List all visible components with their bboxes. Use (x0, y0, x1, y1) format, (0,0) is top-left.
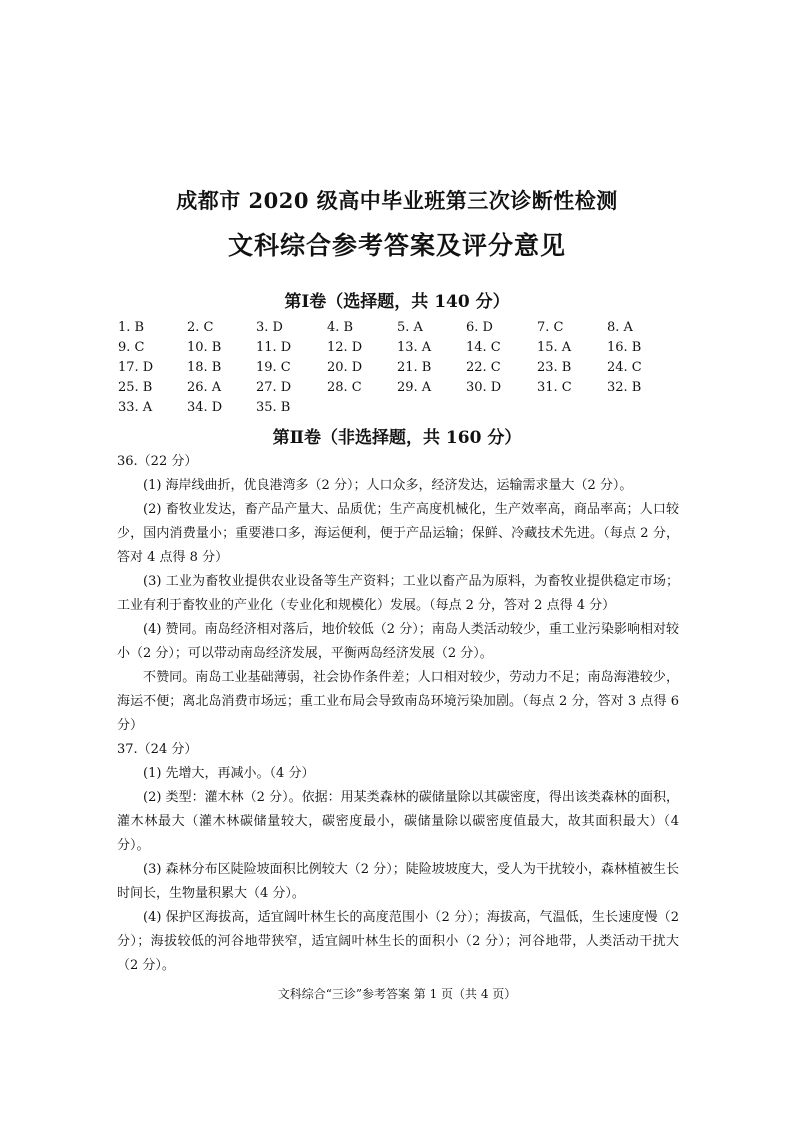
answer-cell: 26. A (187, 380, 222, 395)
answer-cell: 21. B (397, 360, 432, 375)
answer-cell: 10. B (187, 340, 222, 355)
question-number: 36.（22 分） (117, 454, 198, 469)
answer-cell: 35. B (256, 400, 291, 415)
answer-cell: 20. D (327, 360, 363, 375)
answer-paragraph: (1) 先增大，再减小。（4 分） (143, 766, 315, 781)
answer-cell: 25. B (118, 380, 153, 395)
answer-key-subtitle: 文科综合参考答案及评分意见 (227, 231, 566, 260)
question-number: 37.（24 分） (117, 742, 198, 757)
answer-cell: 34. D (187, 400, 223, 415)
part1-heading: 第Ⅰ卷（选择题，共 140 分） (284, 292, 510, 312)
answer-paragraph: (2) 类型：灌木林（2 分）。依据：用某类森林的碳储量除以其碳密度，得出该类森林的面积，灌木林最大（灌木林碳储量较大，碳密度最小，碳储量除以碳密度值最大，故其面积最大）（4 分）。 (117, 790, 679, 853)
answer-cell: 24. C (607, 360, 642, 375)
answer-paragraph: (1) 海岸线曲折，优良港湾多（2 分）；人口众多，经济发达，运输需求量大（2 分）。 (143, 478, 633, 493)
answer-cell: 27. D (256, 380, 292, 395)
answer-paragraph: 不赞同。南岛工业基础薄弱，社会协作条件差；人口相对较少，劳动力不足；南岛海港较少，海运不便；离北岛消费市场远；重工业布局会导致南岛环境污染加剧。（每点 2 分，答对 3 点得 6 分） (117, 670, 679, 733)
answer-row (118, 320, 708, 340)
answer-cell: 30. D (466, 380, 502, 395)
answer-cell: 1. B (118, 320, 145, 335)
answer-cell: 32. B (607, 380, 642, 395)
answer-cell: 17. D (118, 360, 154, 375)
answer-cell: 18. B (187, 360, 222, 375)
answer-row (118, 400, 708, 420)
answer-cell: 5. A (397, 320, 423, 335)
answer-cell: 23. B (537, 360, 572, 375)
answer-cell: 12. D (327, 340, 363, 355)
answer-cell: 28. C (327, 380, 362, 395)
answer-row (118, 340, 708, 360)
answer-cell: 14. C (466, 340, 501, 355)
answer-cell: 29. A (397, 380, 432, 395)
answer-cell: 19. C (256, 360, 291, 375)
answer-paragraph: (2) 畜牧业发达，畜产品产量大、品质优；生产高度机械化，生产效率高，商品率高；人口较少，国内消费量小；重要港口多，海运便利，便于产品运输；保鲜、冷藏技术先进。（每点 2 分，答对 4 点得 8 分） (117, 502, 679, 565)
exam-title: 成都市 2020 级高中毕业班第三次诊断性检测 (176, 188, 618, 213)
answer-cell: 16. B (607, 340, 642, 355)
answer-paragraph: (4) 赞同。南岛经济相对落后，地价较低（2 分）；南岛人类活动较少，重工业污染影响相对较小（2 分）；可以带动南岛经济发展，平衡两岛经济发展（2 分）。 (117, 622, 679, 661)
answer-cell: 8. A (607, 320, 633, 335)
answer-cell: 7. C (537, 320, 564, 335)
part2-heading: 第Ⅱ卷（非选择题，共 160 分） (272, 428, 522, 448)
part2-answers (117, 450, 679, 978)
answer-cell: 22. C (466, 360, 501, 375)
answer-cell: 11. D (256, 340, 292, 355)
answer-row (118, 380, 708, 400)
answer-cell: 2. C (187, 320, 214, 335)
answer-cell: 15. A (537, 340, 572, 355)
answer-paragraph: (3) 工业为畜牧业提供农业设备等生产资料；工业以畜产品为原料，为畜牧业提供稳定市场；工业有利于畜牧业的产业化（专业化和规模化）发展。（每点 2 分，答对 2 点得 4 分） (117, 574, 679, 613)
answer-cell: 4. B (327, 320, 354, 335)
answer-cell: 3. D (256, 320, 283, 335)
answer-cell: 6. D (466, 320, 493, 335)
page-footer: 文科综合“三诊”参考答案 第 1 页（共 4 页） (277, 987, 517, 1001)
answer-row (118, 360, 708, 380)
answer-cell: 13. A (397, 340, 432, 355)
answer-cell: 9. C (118, 340, 145, 355)
answer-paragraph: (4) 保护区海拔高，适宜阔叶林生长的高度范围小（2 分）；海拔高，气温低，生长速度慢（2 分）；海拔较低的河谷地带狭窄，适宜阔叶林生长的面积小（2 分）；河谷地带，人类活动干扰大（2 分）。 (117, 910, 679, 973)
answer-cell: 33. A (118, 400, 153, 415)
answer-paragraph: (3) 森林分布区陡险坡面积比例较大（2 分）；陡险坡坡度大，受人为干扰较小，森林植被生长时间长，生物量积累大（4 分）。 (117, 862, 679, 901)
choice-answer-grid (118, 320, 708, 420)
answer-cell: 31. C (537, 380, 572, 395)
